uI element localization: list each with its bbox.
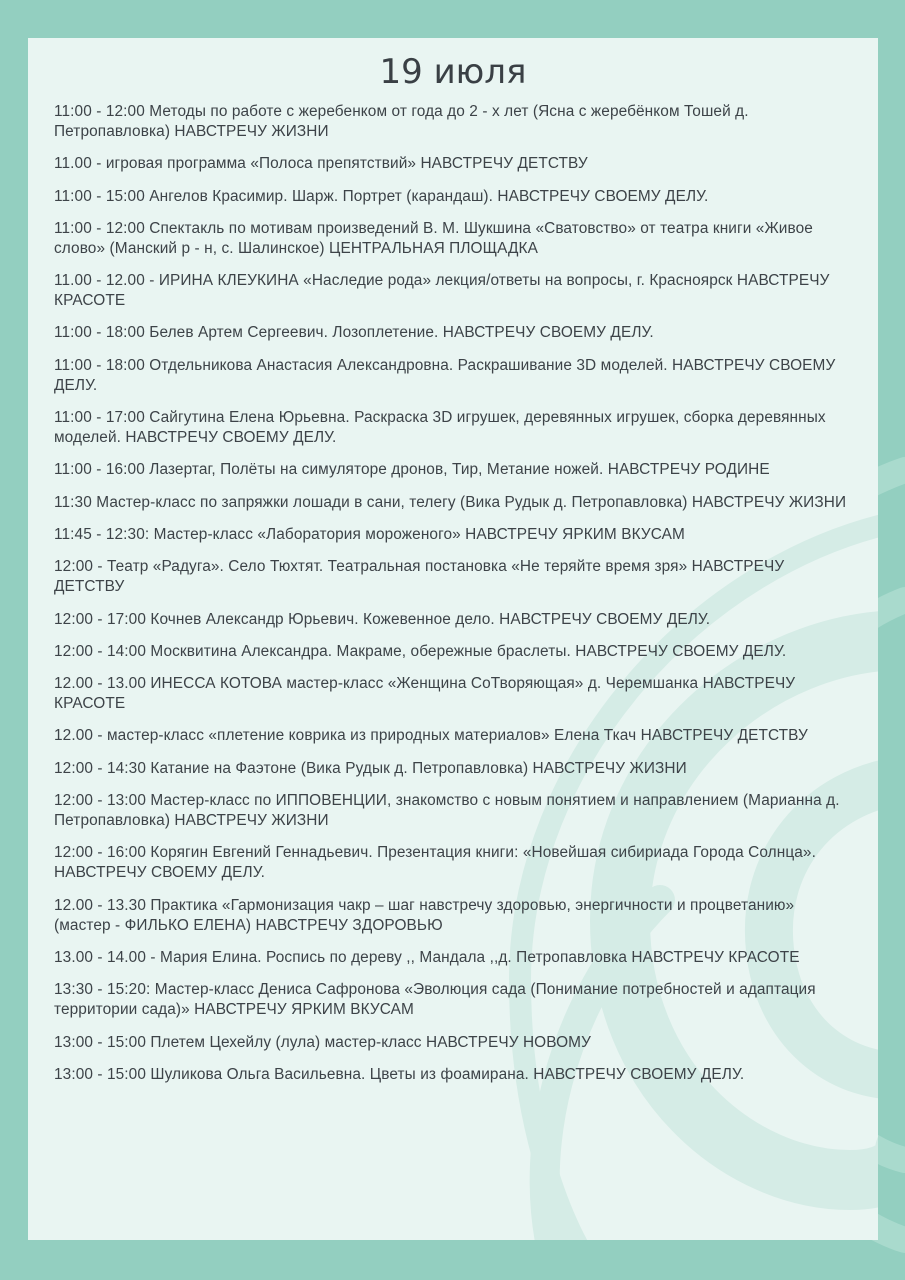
- list-item: 12:00 - 14:30 Катание на Фаэтоне (Вика Рудык д. Петропавловка) НАВСТРЕЧУ ЖИЗНИ: [54, 759, 687, 777]
- list-item: 11:00 - 18:00 Белев Артем Сергеевич. Лозоплетение. НАВСТРЕЧУ СВОЕМУ ДЕЛУ.: [54, 324, 654, 342]
- list-item: 13:00 - 15:00 Шуликова Ольга Васильевна. Цветы из фоамирана. НАВСТРЕЧУ СВОЕМУ ДЕЛУ.: [54, 1065, 745, 1083]
- list-item: 11:00 - 16:00 Лазертаг, Полёты на симуляторе дронов, Тир, Метание ножей. НАВСТРЕЧУ РОДИНЕ: [54, 461, 770, 479]
- schedule-panel: [28, 38, 878, 1240]
- list-item: 13.00 - 14.00 - Мария Елина. Роспись по дереву ,, Мандала ,,д. Петропавловка НАВСТРЕЧУ КРАСОТЕ: [54, 948, 800, 966]
- list-item: 12:00 - 14:00 Москвитина Александра. Макраме, обережные браслеты. НАВСТРЕЧУ СВОЕМУ ДЕЛУ.: [54, 642, 787, 660]
- list-item: 12.00 - 13.00 ИНЕССА КОТОВА мастер-класс «Женщина СоТворяющая» д. Черемшанка НАВСТРЕЧУ КРАСОТЕ: [54, 675, 796, 713]
- list-item: 12.00 - 13.30 Практика «Гармонизация чакр – шаг навстречу здоровью, энергичности и процветанию» (мастер - ФИЛЬКО ЕЛЕНА) НАВСТРЕЧУ ЗДОРОВЬЮ: [54, 896, 795, 934]
- list-item: 13:00 - 15:00 Плетем Цехейлу (лула) мастер-класс НАВСТРЕЧУ НОВОМУ: [54, 1033, 591, 1051]
- list-item: 11:00 - 12:00 Методы по работе с жеребенком от года до 2 - х лет (Ясна с жеребёнком Тошей д. Петропавловка) НАВСТРЕЧУ ЖИЗНИ: [54, 103, 749, 140]
- list-item: 13:30 - 15:20: Мастер-класс Дениса Сафронова «Эволюция сада (Понимание потребностей и адаптация территории сада)» НАВСТРЕЧУ ЯРКИМ ВКУСАМ: [54, 981, 816, 1019]
- list-item: 12:00 - 16:00 Корягин Евгений Геннадьевич. Презентация книги: «Новейшая сибириада Города Солнца». НАВСТРЕЧУ СВОЕМУ ДЕЛУ.: [54, 844, 816, 882]
- page-title: 19 июля: [379, 52, 527, 92]
- event-list: [54, 102, 852, 1085]
- list-item: 12:00 - 13:00 Мастер-класс по ИППОВЕНЦИИ, знакомство с новым понятием и направлением (Марианна д. Петропавловка) НАВСТРЕЧУ ЖИЗНИ: [54, 792, 840, 830]
- list-item: 11:00 - 18:00 Отдельникова Анастасия Александровна. Раскрашивание 3D моделей. НАВСТРЕЧУ СВОЕМУ ДЕЛУ.: [54, 356, 836, 394]
- list-item: 11:45 - 12:30: Мастер-класс «Лаборатория мороженого» НАВСТРЕЧУ ЯРКИМ ВКУСАМ: [54, 525, 685, 543]
- list-item: 11:30 Мастер-класс по запряжки лошади в сани, телегу (Вика Рудык д. Петропавловка) НАВСТРЕЧУ ЖИЗНИ: [54, 493, 847, 511]
- list-item: 12:00 - Театр «Радуга». Село Тюхтят. Театральная постановка «Не теряйте время зря» НАВСТРЕЧУ ДЕТСТВУ: [54, 558, 785, 596]
- list-item: 11.00 - 12.00 - ИРИНА КЛЕУКИНА «Наследие рода» лекция/ответы на вопросы, г. Красноярск НАВСТРЕЧУ КРАСОТЕ: [54, 272, 830, 310]
- list-item: 12:00 - 17:00 Кочнев Александр Юрьевич. Кожевенное дело. НАВСТРЕЧУ СВОЕМУ ДЕЛУ.: [54, 610, 711, 628]
- list-item: 11.00 - игровая программа «Полоса препятствий» НАВСТРЕЧУ ДЕТСТВУ: [54, 155, 588, 173]
- list-item: 12.00 - мастер-класс «плетение коврика из природных материалов» Елена Ткач НАВСТРЕЧУ ДЕТСТВУ: [54, 727, 808, 745]
- list-item: 11:00 - 15:00 Ангелов Красимир. Шарж. Портрет (карандаш). НАВСТРЕЧУ СВОЕМУ ДЕЛУ.: [54, 187, 709, 205]
- schedule-content: [28, 38, 878, 1085]
- list-item: 11:00 - 17:00 Сайгутина Елена Юрьевна. Раскраска 3D игрушек, деревянных игрушек, сборка деревянных моделей. НАВСТРЕЧУ СВОЕМУ ДЕЛУ.: [54, 409, 826, 447]
- list-item: 11:00 - 12:00 Спектакль по мотивам произведений В. М. Шукшина «Сватовство» от театра книги «Живое слово» (Манский р - н, с. Шалинское) ЦЕНТРАЛЬНАЯ ПЛОЩАДКА: [54, 219, 813, 257]
